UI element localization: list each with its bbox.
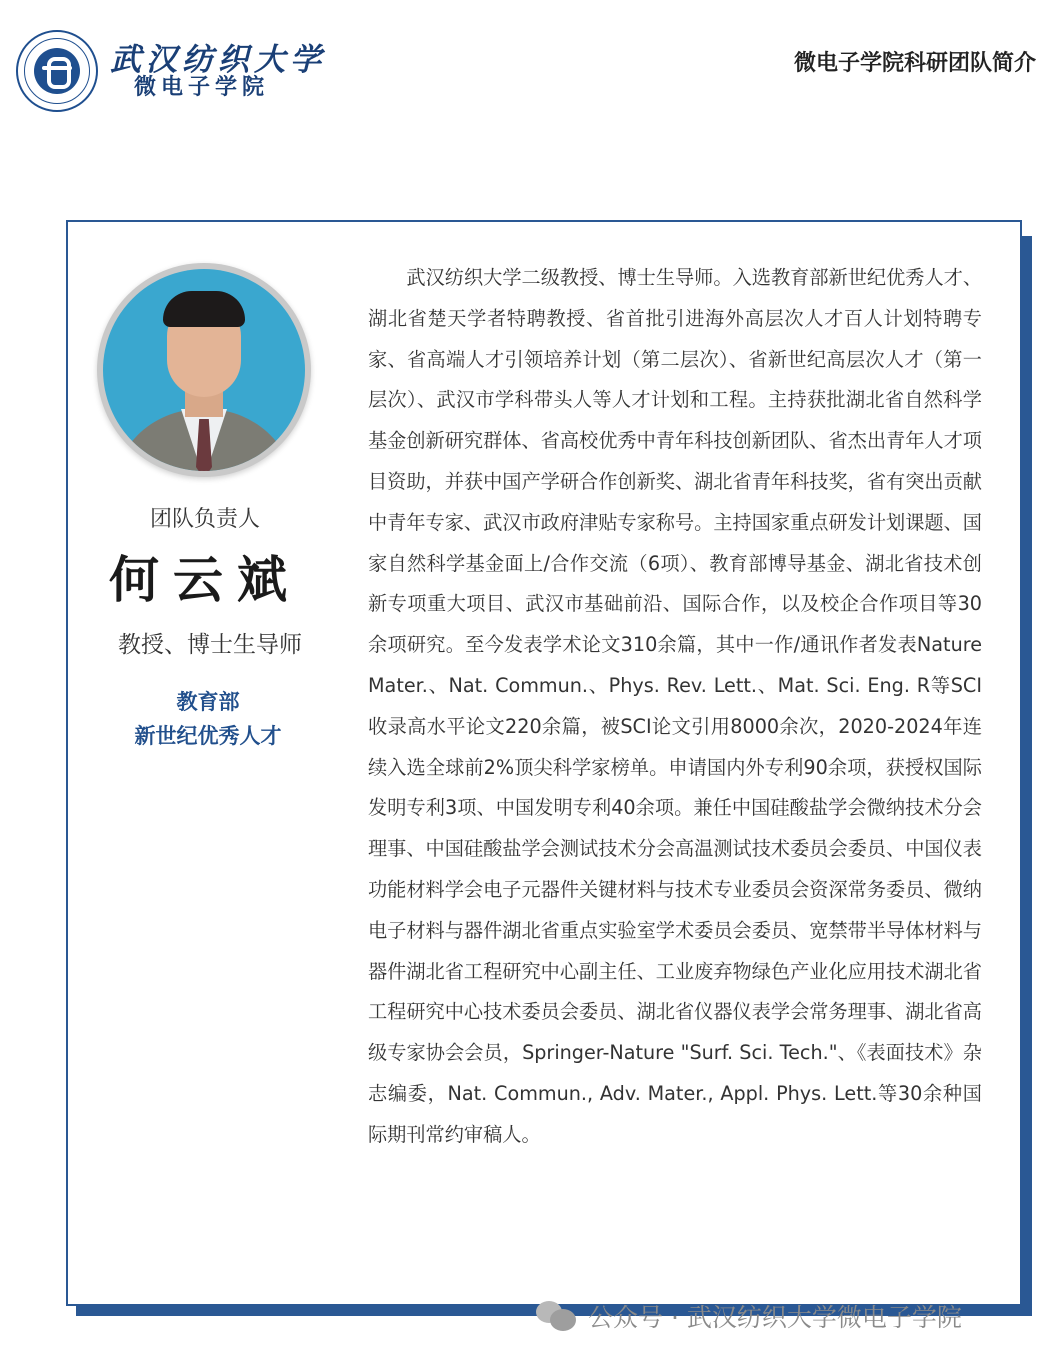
biography-text: 武汉纺织大学二级教授、博士生导师。入选教育部新世纪优秀人才、湖北省楚天学者特聘教授、省首批引进海外高层次人才百人计划特聘专家、省高端人才引领培养计划（第二层次）、省新世纪高层次人才（第一层次）、武汉市学科带头人等人才计划和工程。主持获批湖北省自然科学基金创新研究群体、省高校优秀中青年科技创新团队、省杰出青年人才项目资助，并获中国产学研合作创新奖、湖北省青年科技奖，省有突出贡献中青年专家、武汉市政府津贴专家称号。主持国家重点研发计划课题、国家自然科学基金面上/合作交流（6项）、教育部博导基金、湖北省技术创新专项重大项目、武汉市基础前沿、国际合作，以及校企合作项目等30余项研究。至今发表学术论文310余篇，其中一作/通讯作者发表Nature Mater.、Nat. Commun.、Phys. Rev. Lett.、Mat. Sci. Eng. R等SCI收录高水平论文220余篇，被SCI论文引用8000余次，2020-2024年连续入选全球前2%顶尖科学家榜单。申请国内外专利90余项，获授权国际发明专利3项、中国发明专利40余项。兼任中国硅酸盐学会微纳技术分会理事、中国硅酸盐学会测试技术分会高温测试技术委员会委员、中国仪表功能材料学会电子元器件关键材料与技术专业委员会资深常务委员、微纳电子材料与器件湖北省重点实验室学术委员会委员、宽禁带半导体材料与器件湖北省工程研究中心副主任、工业废弃物绿色产业化应用技术湖北省工程研究中心技术委员会委员、湖北省仪器仪表学会常务理事、湖北省高级专家协会会员，Springer-Nature "Surf. Sci. Tech."、《表面技术》杂志编委，Nat. Commun., Adv. Mater., Appl. Phys. Lett.等30余种国际期刊常约审稿人。 bbox=[368, 266, 983, 1146]
leader-name: 何云斌 bbox=[109, 550, 301, 609]
watermark bbox=[536, 1296, 962, 1336]
university-name: 武汉纺织大学 bbox=[110, 42, 326, 78]
role-label: 团队负责人 bbox=[149, 507, 260, 532]
honor-line-2: 新世纪优秀人才 bbox=[134, 724, 282, 748]
university-logo bbox=[16, 30, 98, 112]
avatar bbox=[97, 263, 311, 477]
watermark-text: 公众号 · 武汉纺织大学微电子学院 bbox=[588, 1303, 962, 1332]
document-title: 微电子学院科研团队简介 bbox=[793, 51, 1036, 76]
portrait-photo bbox=[103, 269, 305, 471]
logo-emblem-icon bbox=[34, 48, 80, 94]
honor-line-1: 教育部 bbox=[176, 690, 240, 714]
wechat-icon bbox=[536, 1299, 578, 1333]
position-title: 教授、博士生导师 bbox=[118, 632, 302, 658]
school-name: 微电子学院 bbox=[134, 74, 270, 100]
